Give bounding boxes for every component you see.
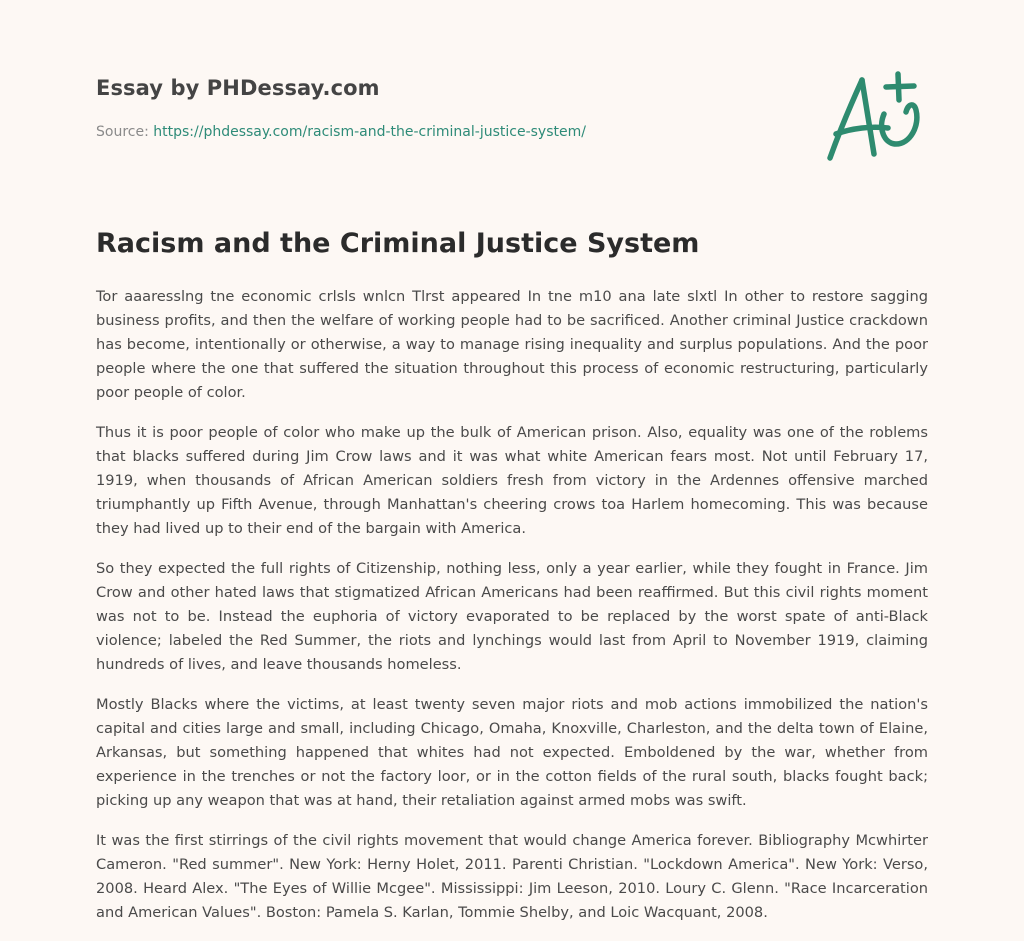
source-label: Source: [96, 124, 154, 140]
essay-body [96, 285, 928, 941]
essay-paragraph: Mostly Blacks where the victims, at least twenty seven major riots and mob actions immobilized the nation's capital and cities large and small, including Chicago, Omaha, Knoxville, Charleston, and the delta town of Elaine, Arkansas, but something happened that whites had not expected. Emboldened by the war, whether from experience in the trenches or not the factory loor, or in the cotton fields of the rural south, blacks fought back; picking up any weapon that was at hand, their retaliation against armed mobs was swift. [96, 696, 928, 809]
source-link[interactable]: https://phdessay.com/racism-and-the-criminal-justice-system/ [153, 124, 586, 140]
site-brand: Essay by PHDessay.com [96, 76, 380, 100]
essay-paragraph: Tor aaaresslng tne economic crlsls wnlcn Tlrst appeared In tne m10 ana late slxtl In other to restore sagging business profits, and then the welfare of working people had to be sacrificed. Another criminal Justice crackdown has become, intentionally or otherwise, a way to manage rising inequality and surplus populations. And the poor people where the one that suffered the situation throughout this process of economic restructuring, particularly poor people of color. [96, 288, 928, 401]
essay-paragraph: So they expected the full rights of Citizenship, nothing less, only a year earlier, while they fought in France. Jim Crow and other hated laws that stigmatized African Americans had been reaffirmed. But this civil rights moment was not to be. Instead the euphoria of victory evaporated to be replaced by the worst spate of anti-Black violence; labeled the Red Summer, the riots and lynchings would last from April to November 1919, claiming hundreds of lives, and leave thousands homeless. [96, 560, 928, 673]
a-plus-grade-icon [822, 68, 926, 164]
source-line [96, 124, 586, 140]
essay-title: Racism and the Criminal Justice System [96, 228, 700, 259]
essay-paragraph: It was the first stirrings of the civil rights movement that would change America forever. Bibliography Mcwhirter Cameron. "Red summer". New York: Herny Holet, 2011. Parenti Christian. "Lockdown America". New York: Verso, 2008. Heard Alex. "The Eyes of Willie Mcgee". Mississippi: Jim Leeson, 2010. Loury C. Glenn. "Race Incarceration and American Values". Boston: Pamela S. Karlan, Tommie Shelby, and Loic Wacquant, 2008. [96, 832, 928, 921]
essay-paragraph: Thus it is poor people of color who make up the bulk of American prison. Also, equality was one of the roblems that blacks suffered during Jim Crow laws and it was what white American fears most. Not until February 17, 1919, when thousands of African American soldiers fresh from victory in the Ardennes offensive marched triumphantly up Fifth Avenue, through Manhattan's cheering crows toa Harlem homecoming. This was because they had lived up to their end of the bargain with America. [96, 424, 928, 537]
